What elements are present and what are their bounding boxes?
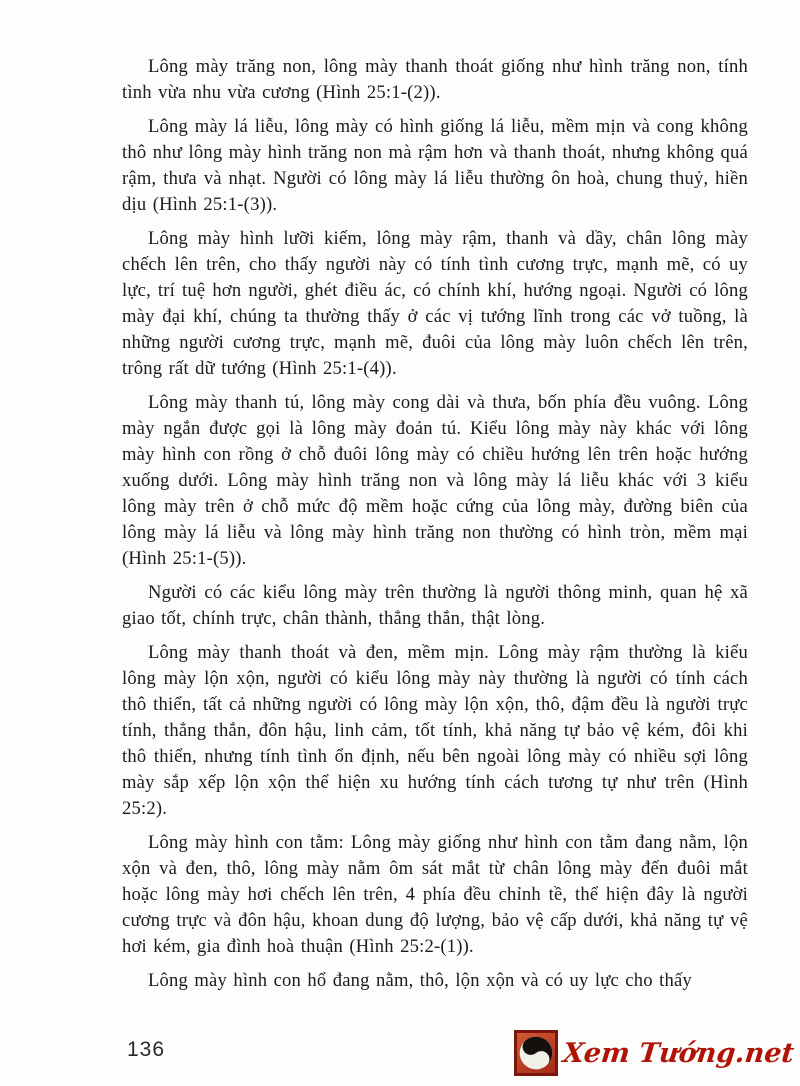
text-block [122,54,748,1002]
watermark-site-name: Xem Tướng.net [561,1037,796,1069]
paragraph: Lông mày lá liễu, lông mày có hình giống lá liễu, mềm mịn và cong không thô như lông mày hình trăng non mà rậm hơn và thanh thoát, nhưng không quá rậm, thưa và nhạt. Người có lông mày lá liễu thường ôn hoà, chung thuỷ, hiền dịu (Hình 25:1-(3)). [122,116,748,215]
paragraph: Lông mày thanh thoát và đen, mềm mịn. Lông mày rậm thường là kiểu lông mày lộn xộn, người có kiểu lông mày này thường là người có tính cách thô thiển, tất cả những người có lông mày lộn xộn, thô, đậm đều là người trực tính, thẳng thắn, đôn hậu, linh cảm, tốt tính, khả năng tự bảo vệ kém, đôi khi thô thiển, nhưng tính tình ổn định, nếu bên ngoài lông mày có nhiều sợi lông mày sắp xếp lộn xộn thể hiện xu hướng tính cách tương tự như trên (Hình 25:2). [122,642,748,819]
page-footer [0,1028,800,1086]
page-number: 136 [127,1038,166,1061]
yin-yang-icon [514,1030,558,1076]
watermark[interactable] [514,1030,794,1076]
paragraph: Lông mày hình con tằm: Lông mày giống như hình con tằm đang nằm, lộn xộn và đen, thô, lông mày nằm ôm sát mắt từ chân lông mày đến đuôi mắt hoặc lông mày hơi chếch lên trên, 4 phía đều chỉnh tề, thể hiện đây là người cương trực và đôn hậu, khoan dung độ lượng, bảo vệ cấp dưới, khả năng tự vệ hơi kém, gia đình hoà thuận (Hình 25:2-(1)). [122,832,748,957]
paragraph: Lông mày trăng non, lông mày thanh thoát giống như hình trăng non, tính tình vừa nhu vừa cương (Hình 25:1-(2)). [122,56,748,103]
paragraph: Lông mày hình lưỡi kiếm, lông mày rậm, thanh và dầy, chân lông mày chếch lên trên, cho thấy người này có tính tình cương trực, mạnh mẽ, có uy lực, trí tuệ hơn người, ghét điều ác, có chính khí, hướng ngoại. Người có lông mày đại khí, chúng ta thường thấy ở các vị tướng lĩnh trong các vở tuồng, là những người cương trực, mạnh mẽ, đuôi của lông mày luôn chếch lên trên, trông rất dữ tướng (Hình 25:1-(4)). [122,228,748,379]
paragraph: Lông mày hình con hổ đang nằm, thô, lộn xộn và có uy lực cho thấy [148,970,692,991]
paragraph: Lông mày thanh tú, lông mày cong dài và thưa, bốn phía đều vuông. Lông mày ngắn được gọi là lông mày đoản tú. Kiểu lông mày này khác với lông mày hình con rồng ở chỗ đuôi lông mày có chiều hướng lên trên hoặc hướng xuống dưới. Lông mày hình trăng non và lông mày lá liễu khác với 3 kiểu lông mày trên ở chỗ mức độ mềm hoặc cứng của lông mày, đường biên của lông mày lá liễu và lông mày hình trăng non thường có hình tròn, mềm mại (Hình 25:1-(5)). [122,392,748,569]
paragraph: Người có các kiểu lông mày trên thường là người thông minh, quan hệ xã giao tốt, chính trực, chân thành, thẳng thắn, thật lòng. [122,582,748,629]
